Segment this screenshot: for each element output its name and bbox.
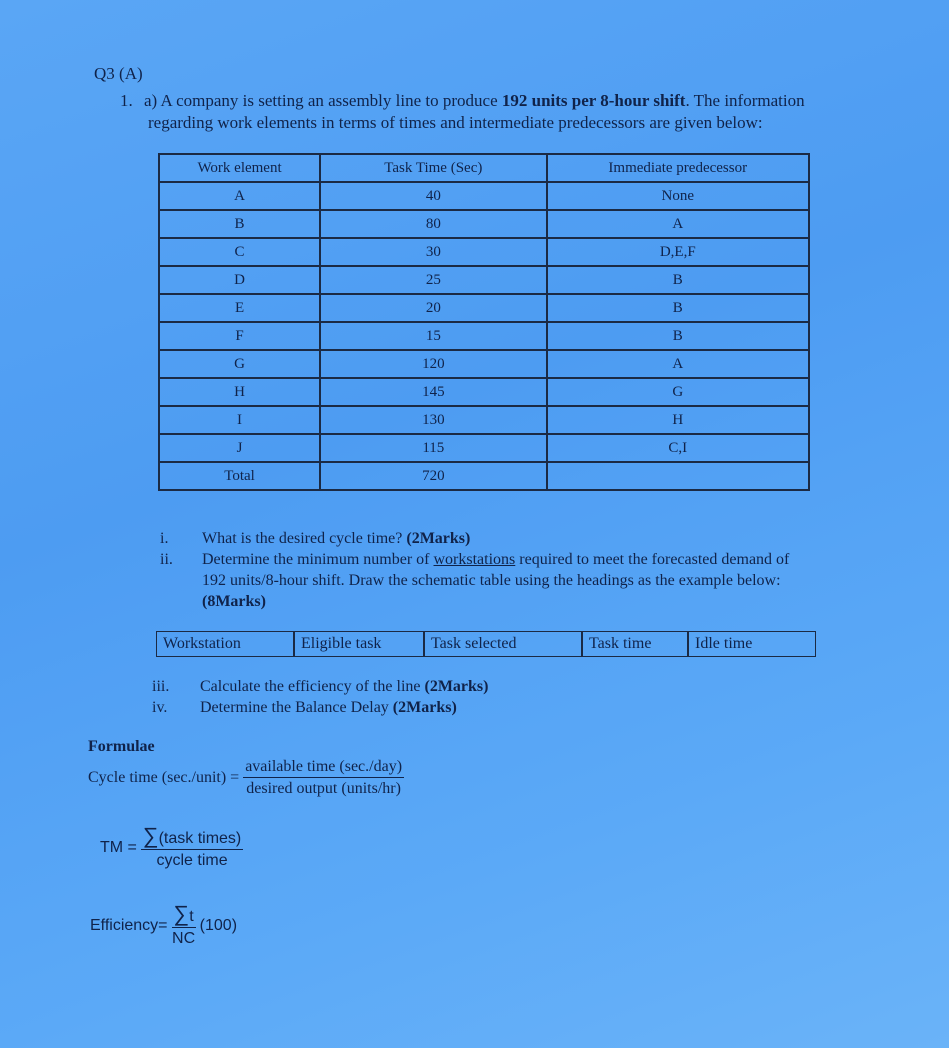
subq-iii-marks: (2Marks) bbox=[424, 678, 489, 695]
subq-ii-pre: Determine the minimum number of bbox=[202, 551, 434, 568]
tm-numerator bbox=[141, 823, 243, 850]
eff-label: Efficiency= bbox=[90, 917, 168, 934]
cell-predecessor: H bbox=[547, 406, 809, 434]
sigma-icon: ∑ bbox=[173, 901, 190, 926]
intro-line1-bold: 192 units per 8-hour shift bbox=[501, 91, 686, 110]
subq-ii-number: ii. bbox=[160, 551, 173, 568]
heading-eligible-task: Eligible task bbox=[294, 631, 424, 657]
cell-time: 20 bbox=[320, 294, 546, 322]
tm-formula bbox=[100, 823, 243, 870]
formulae-title: Formulae bbox=[88, 738, 155, 755]
cell-time: 40 bbox=[320, 182, 546, 210]
cell-predecessor: B bbox=[547, 322, 809, 350]
table-row bbox=[159, 210, 809, 238]
subq-i-number: i. bbox=[160, 530, 169, 547]
intro-line1-post: . The information bbox=[685, 91, 805, 110]
table-row bbox=[159, 238, 809, 266]
intro-paragraph bbox=[120, 90, 910, 134]
question-label: Q3 (A) bbox=[94, 64, 143, 83]
ct-denominator: desired output (units/hr) bbox=[246, 780, 401, 797]
cell-time: 80 bbox=[320, 210, 546, 238]
eff-numerator-text: t bbox=[189, 908, 194, 925]
sigma-icon: ∑ bbox=[142, 823, 159, 848]
subq-iii-number: iii. bbox=[152, 678, 170, 695]
header-predecessor: Immediate predecessor bbox=[547, 154, 809, 182]
schematic-heading-bar bbox=[156, 631, 816, 657]
cell-element: G bbox=[159, 350, 320, 378]
cycle-time-formula bbox=[88, 758, 404, 798]
ct-numerator: available time (sec./day) bbox=[243, 758, 404, 778]
cell-predecessor: B bbox=[547, 294, 809, 322]
cell-element: J bbox=[159, 434, 320, 462]
tm-label: TM = bbox=[100, 839, 137, 856]
subq-i-text: What is the desired cycle time? bbox=[202, 530, 407, 547]
cell-element: D bbox=[159, 266, 320, 294]
work-element-table bbox=[158, 153, 810, 491]
table-row bbox=[159, 322, 809, 350]
cell-time: 15 bbox=[320, 322, 546, 350]
cell-time: 25 bbox=[320, 266, 546, 294]
table-row bbox=[159, 350, 809, 378]
cell-predecessor: None bbox=[547, 182, 809, 210]
subq-iv-marks: (2Marks) bbox=[392, 699, 457, 716]
eff-fraction bbox=[172, 901, 196, 948]
table-row bbox=[159, 378, 809, 406]
tm-denominator: cycle time bbox=[156, 852, 228, 869]
cell-element: E bbox=[159, 294, 320, 322]
subq-ii-marks: (8Marks) bbox=[202, 593, 266, 610]
eff-denominator: NC bbox=[172, 930, 196, 947]
eff-multiplier: (100) bbox=[199, 917, 238, 934]
table-row bbox=[159, 434, 809, 462]
subq-ii-line2: 192 units/8-hour shift. Draw the schematic table using the headings as the example below: bbox=[202, 572, 781, 589]
intro-number: 1. bbox=[120, 91, 133, 110]
cell-time: 145 bbox=[320, 378, 546, 406]
table-row bbox=[159, 406, 809, 434]
intro-line1-pre: a) A company is setting an assembly line to produce bbox=[144, 91, 502, 110]
heading-idle-time: Idle time bbox=[688, 631, 816, 657]
cell-element: F bbox=[159, 322, 320, 350]
table-row bbox=[159, 182, 809, 210]
tm-numerator-text: (task times) bbox=[158, 830, 242, 847]
heading-task-selected: Task selected bbox=[424, 631, 582, 657]
cell-predecessor: A bbox=[547, 350, 809, 378]
intro-line2: regarding work elements in terms of times and intermediate predecessors are given below: bbox=[148, 113, 763, 132]
cell-time: 30 bbox=[320, 238, 546, 266]
cell-element: C bbox=[159, 238, 320, 266]
heading-workstation: Workstation bbox=[156, 631, 294, 657]
subq-iv-text: Determine the Balance Delay bbox=[200, 699, 393, 716]
cell-element: I bbox=[159, 406, 320, 434]
table-row bbox=[159, 294, 809, 322]
workstations-link: workstations bbox=[433, 551, 516, 568]
cell-time: 130 bbox=[320, 406, 546, 434]
heading-task-time: Task time bbox=[582, 631, 688, 657]
eff-numerator bbox=[172, 901, 196, 928]
ct-label: Cycle time (sec./unit) = bbox=[88, 769, 240, 786]
subquestions-block bbox=[160, 528, 900, 612]
cell-element: H bbox=[159, 378, 320, 406]
table-total-row bbox=[159, 462, 809, 490]
cell-predecessor: B bbox=[547, 266, 809, 294]
cell-element: A bbox=[159, 182, 320, 210]
total-label: Total bbox=[159, 462, 320, 490]
cell-time: 115 bbox=[320, 434, 546, 462]
subq-i-marks: (2Marks) bbox=[406, 530, 471, 547]
header-work-element: Work element bbox=[159, 154, 320, 182]
cell-element: B bbox=[159, 210, 320, 238]
subq-iv-number: iv. bbox=[152, 699, 168, 716]
cell-predecessor: A bbox=[547, 210, 809, 238]
cell-predecessor: C,I bbox=[547, 434, 809, 462]
cell-predecessor: G bbox=[547, 378, 809, 406]
cell-time: 120 bbox=[320, 350, 546, 378]
total-predecessor bbox=[547, 462, 809, 490]
tm-fraction bbox=[141, 823, 243, 870]
subq-ii-post: required to meet the forecasted demand of bbox=[515, 551, 790, 568]
header-task-time: Task Time (Sec) bbox=[320, 154, 546, 182]
cell-predecessor: D,E,F bbox=[547, 238, 809, 266]
table-header-row bbox=[159, 154, 809, 182]
total-value: 720 bbox=[320, 462, 546, 490]
subq-iii-text: Calculate the efficiency of the line bbox=[200, 678, 425, 695]
table-row bbox=[159, 266, 809, 294]
ct-fraction bbox=[243, 758, 404, 798]
efficiency-formula bbox=[90, 901, 238, 948]
subquestions-block-2 bbox=[152, 676, 752, 718]
